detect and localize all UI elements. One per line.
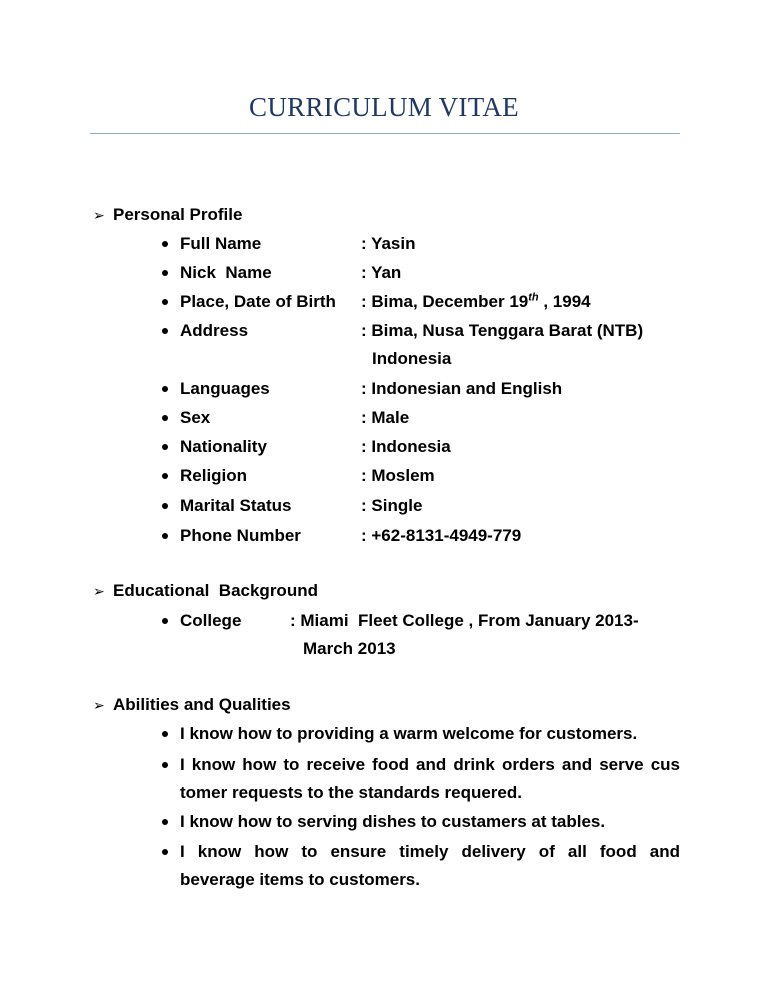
bullet-icon [162, 386, 168, 392]
arrow-bullet-icon: ➢ [93, 583, 105, 599]
profile-value: : +62-8131-4949-779 [361, 526, 522, 545]
education-value: : Miami Fleet College , From January 2013- [290, 611, 639, 630]
ability-text-line-1: I know how to receive food and drink orders and serve cus [180, 755, 680, 774]
profile-value: : Male [361, 408, 410, 427]
profile-value: : Indonesia [361, 437, 451, 456]
bullet-icon [162, 328, 168, 334]
section-heading-personal-profile [93, 205, 243, 225]
arrow-bullet-icon: ➢ [93, 207, 105, 223]
profile-value: : Indonesian and English [361, 379, 563, 398]
ability-text: I know how to providing a warm welcome for customers. [180, 724, 638, 743]
ability-text-line-2: beverage items to customers. [180, 870, 420, 889]
profile-label: Address [180, 321, 249, 340]
bullet-icon [162, 762, 168, 768]
section-heading-label: Abilities and Qualities [113, 695, 291, 714]
bullet-icon [162, 444, 168, 450]
document-title: CURRICULUM VITAE [249, 92, 519, 122]
education-value-continuation: March 2013 [303, 639, 396, 658]
section-heading-abilities [93, 695, 291, 715]
profile-label: Sex [180, 408, 211, 427]
profile-value: : Yan [361, 263, 402, 282]
ability-text-line-2: tomer requests to the standards requered. [180, 783, 522, 802]
bullet-icon [162, 473, 168, 479]
bullet-icon [162, 503, 168, 509]
title-underline [90, 133, 680, 134]
bullet-icon [162, 533, 168, 539]
profile-value [361, 292, 591, 312]
profile-label: Languages [180, 379, 270, 398]
profile-label: Nationality [180, 437, 267, 456]
ability-text-line-1: I know how to ensure timely delivery of all food and [180, 842, 680, 861]
bullet-icon [162, 731, 168, 737]
profile-label: Religion [180, 466, 248, 485]
bullet-icon [162, 819, 168, 825]
education-label: College [180, 611, 242, 630]
profile-value: : Single [361, 496, 423, 515]
profile-label: Nick Name [180, 263, 272, 282]
birth-value-prefix: : Bima, December 19 [361, 292, 529, 311]
section-heading-education [93, 581, 318, 601]
profile-label: Place, Date of Birth [180, 292, 336, 311]
ability-text: I know how to serving dishes to custamers at tables. [180, 812, 606, 831]
birth-value-suffix: , 1994 [538, 292, 591, 311]
bullet-icon [162, 849, 168, 855]
profile-label: Phone Number [180, 526, 301, 545]
profile-value: : Moslem [361, 466, 435, 485]
profile-value-continuation: Indonesia [372, 349, 452, 368]
bullet-icon [162, 241, 168, 247]
arrow-bullet-icon: ➢ [93, 697, 105, 713]
bullet-icon [162, 618, 168, 624]
birth-value-sup: th [528, 291, 539, 304]
section-heading-label: Educational Background [113, 581, 318, 600]
profile-label: Marital Status [180, 496, 292, 515]
profile-label: Full Name [180, 234, 262, 253]
section-heading-label: Personal Profile [113, 205, 243, 224]
bullet-icon [162, 299, 168, 305]
bullet-icon [162, 415, 168, 421]
bullet-icon [162, 270, 168, 276]
profile-value: : Bima, Nusa Tenggara Barat (NTB) [361, 321, 644, 340]
profile-value: : Yasin [361, 234, 416, 253]
